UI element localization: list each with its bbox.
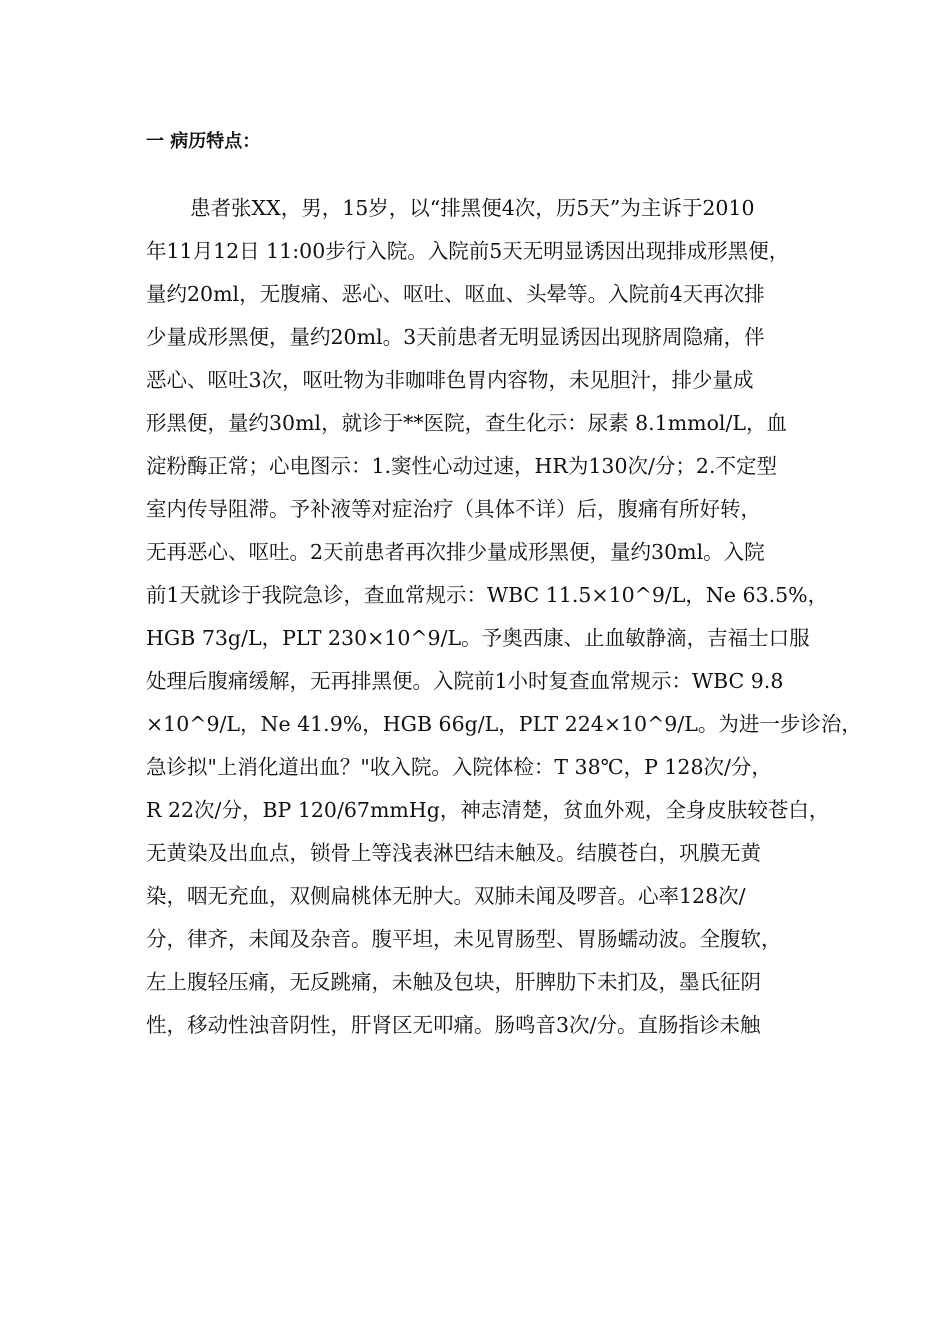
case-summary-paragraph [146, 187, 862, 1047]
text-line: 处理后腹痛缓解，无再排黑便。入院前1小时复查血常规示：WBC 9.8 [146, 669, 784, 693]
text-line: 恶心、呕吐3次，呕吐物为非咖啡色胃内容物，未见胆汁，排少量成 [146, 368, 754, 392]
section-heading: 一 病历特点： [146, 131, 261, 152]
text-line: 无黄染及出血点，锁骨上等浅表淋巴结未触及。结膜苍白，巩膜无黄 [146, 841, 761, 865]
text-line: 量约20ml，无腹痛、恶心、呕吐、呕血、头晕等。入院前4天再次排 [146, 282, 765, 306]
text-line: 少量成形黑便，量约20ml。3天前患者无明显诱因出现脐周隐痛，伴 [146, 325, 765, 349]
text-line: 室内传导阻滞。予补液等对症治疗（具体不详）后，腹痛有所好转， [146, 497, 761, 521]
text-line: 年11月12日 11:00步行入院。入院前5天无明显诱因出现排成形黑便， [146, 239, 790, 263]
text-line: 左上腹轻压痛，无反跳痛，未触及包块，肝脾肋下未扪及，墨氏征阴 [146, 970, 761, 994]
text-line: 淀粉酶正常；心电图示：1.窦性心动过速，HR为130次/分；2.不定型 [146, 454, 777, 478]
text-line: 急诊拟"上消化道出血？"收入院。入院体检：T 38℃，P 128次/分， [146, 755, 772, 779]
text-line: 性，移动性浊音阴性，肝肾区无叩痛。肠鸣音3次/分。直肠指诊未触 [146, 1013, 761, 1037]
text-line: 形黑便，量约30ml，就诊于**医院，查生化示：尿素 8.1mmol/L，血 [146, 411, 787, 435]
text-line: 患者张XX，男，15岁，以“排黑便4次，历5天”为主诉于2010 [190, 196, 755, 220]
text-line: 前1天就诊于我院急诊，查血常规示：WBC 11.5×10^9/L，Ne 63.5%， [146, 583, 829, 607]
text-line: 染，咽无充血，双侧扁桃体无肿大。双肺未闻及啰音。心率128次/ [146, 884, 746, 908]
text-line: 分，律齐，未闻及杂音。腹平坦，未见胃肠型、胃肠蠕动波。全腹软， [146, 927, 782, 951]
text-line: ×10^9/L，Ne 41.9%，HGB 66g/L，PLT 224×10^9/L。为进一步诊治， [146, 712, 862, 736]
text-line: R 22次/分，BP 120/67mmHg，神志清楚，贫血外观，全身皮肤较苍白， [146, 798, 830, 822]
text-line: 无再恶心、呕吐。2天前患者再次排少量成形黑便，量约30ml。入院 [146, 540, 765, 564]
text-line: HGB 73g/L，PLT 230×10^9/L。予奥西康、止血敏静滴，吉福士口服 [146, 626, 810, 650]
